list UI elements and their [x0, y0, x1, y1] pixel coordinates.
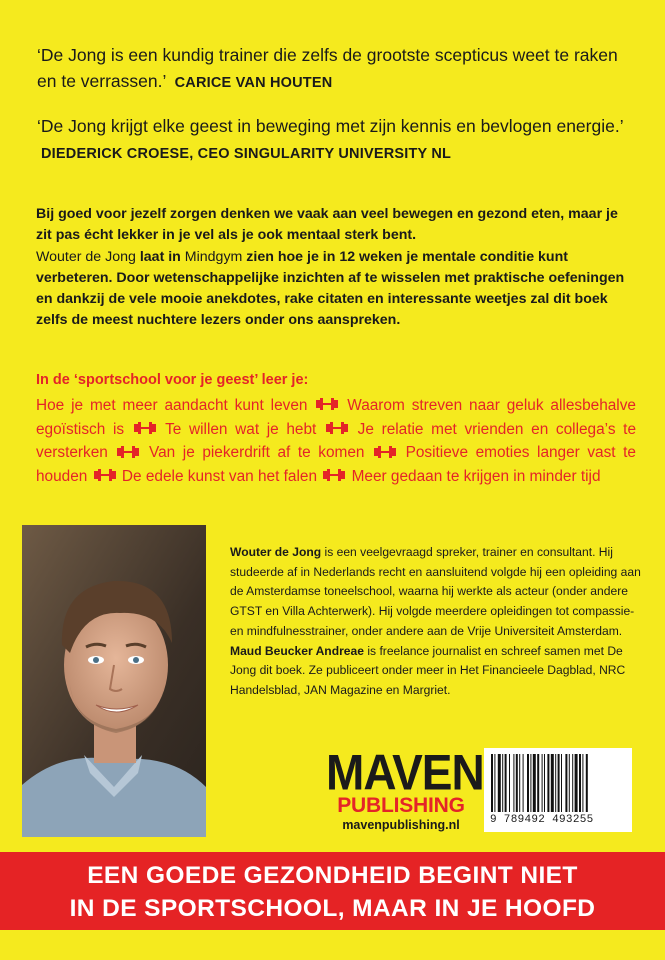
barcode-bar — [533, 754, 536, 812]
barcode-bar — [558, 754, 560, 812]
slogan-line-1: EEN GOEDE GEZONDHEID BEGINT NIET — [87, 862, 578, 889]
learn-heading: In de ‘sportschool voor je geest’ leer je: — [36, 372, 309, 388]
bio-text-maud: is freelance journalist en schreef samen met De Jong dit boek. Ze publiceert onder meer in Het Financieele Dagblad, NRC Handelsblad, JAN Magazine en Margriet. — [230, 643, 626, 697]
barcode-bar — [547, 754, 549, 812]
barcode-bar — [527, 754, 529, 812]
intro-paragraph — [36, 204, 636, 332]
barcode-bar — [523, 754, 524, 812]
learn-item: Je relatie met vrienden en collega’s te versterken — [36, 420, 636, 462]
publisher-subname: PUBLISHING — [337, 794, 465, 817]
intro-lead: Bij goed voor jezelf zorgen denken we vaak aan veel bewegen en gezond eten, maar je zit pas écht lekker in je vel als je ook mentaal sterk bent. — [36, 206, 618, 244]
barcode-bar — [519, 754, 520, 812]
barcode-bar — [555, 754, 556, 812]
quote-text: ‘De Jong krijgt elke geest in beweging met zijn kennis en bevlogen energie.’ — [37, 116, 623, 136]
author-bio — [230, 543, 642, 701]
barcode-bar — [502, 754, 503, 812]
dumbbell-icon — [94, 465, 116, 489]
learn-list — [36, 394, 636, 489]
quote-diederick — [37, 113, 637, 167]
barcode-bar — [561, 754, 562, 812]
learn-item: Te willen wat je hebt — [165, 420, 317, 438]
learn-item: Hoe je met meer aandacht kunt leven — [36, 397, 308, 414]
publisher-logo — [326, 743, 484, 833]
barcode-bar — [572, 754, 573, 812]
publisher-url: mavenpublishing.nl — [342, 818, 460, 832]
quote-author: CARICE VAN HOUTEN — [174, 75, 333, 91]
barcode — [484, 748, 632, 832]
slogan-line-2: IN DE SPORTSCHOOL, MAAR IN JE HOOFD — [69, 895, 596, 922]
barcode-bar — [579, 754, 581, 812]
quote-text: ‘De Jong is een kundig trainer die zelfs de grootste scepticus weet te raken en te verrassen.’ — [37, 45, 618, 91]
barcode-bar — [565, 754, 567, 812]
dumbbell-icon — [117, 442, 139, 466]
slogan-banner — [0, 852, 665, 930]
barcode-bar — [586, 754, 588, 812]
learn-item: Waarom streven naar geluk allesbehalve egoïstisch is — [36, 397, 636, 438]
learn-item: De edele kunst van het falen — [121, 468, 318, 486]
isbn-number: 9 789492 493255 — [490, 814, 594, 826]
bio-text-wouter: is een veelgevraagd spreker, trainer en consultant. Hij studeerde af in Nederlands recht en aansluitend volgde hij een opleiding aan de Amsterdamse toneelschool, waarna hij werkte als acteur (onder andere GTST en Villa Achterwerk). Hij volgde meerdere opleidingen tot compassie- en mindfulnesstrainer, onder andere aan de Vrije Universiteit Amsterdam. — [230, 545, 641, 638]
bio-name-maud: Maud Beucker Andreae — [230, 643, 364, 658]
author-photo — [22, 525, 206, 837]
learn-item: Van je piekerdrift af te komen — [148, 444, 365, 462]
barcode-bar — [542, 754, 543, 812]
publisher-name: MAVEN — [326, 743, 484, 801]
barcode-bar — [509, 754, 510, 812]
barcode-bar — [569, 754, 570, 812]
dumbbell-icon — [374, 442, 396, 466]
quote-author: DIEDERICK CROESE, CEO SINGULARITY UNIVERSITY NL — [41, 146, 452, 162]
dumbbell-icon — [323, 465, 345, 489]
barcode-bar — [498, 754, 501, 812]
barcode-bars — [491, 754, 625, 812]
barcode-bar — [575, 754, 578, 812]
barcode-bar — [582, 754, 583, 812]
barcode-bar — [530, 754, 531, 812]
dumbbell-icon — [134, 418, 156, 442]
dumbbell-icon — [326, 418, 348, 442]
quote-carice — [37, 42, 637, 96]
bio-name-wouter: Wouter de Jong — [230, 545, 322, 559]
barcode-bar — [537, 754, 539, 812]
barcode-bar — [544, 754, 545, 812]
barcode-bar — [513, 754, 514, 812]
barcode-bar — [505, 754, 507, 812]
barcode-bar — [494, 754, 495, 812]
intro-text: laat in — [135, 248, 185, 265]
dumbbell-icon — [316, 394, 338, 418]
barcode-bar — [551, 754, 554, 812]
learn-item: Meer gedaan te krijgen in minder tijd — [351, 468, 601, 486]
barcode-bar — [491, 754, 493, 812]
barcode-bar — [516, 754, 518, 812]
intro-text: zien hoe je in 12 weken je mentale conditie kunt verbeteren. Door wetenschappelijke inzichten af te wisselen met praktische oefeningen en dankzij de vele mooie anekdotes, rake citaten en interessante weetjes zal dit boek zelfs de meest nuchtere lezers onder ons aanspreken. — [36, 248, 625, 329]
intro-book-title: Mindgym — [184, 248, 243, 265]
learn-item: Positieve emoties langer vast te houden — [36, 444, 636, 486]
intro-author: Wouter de Jong — [36, 248, 136, 265]
